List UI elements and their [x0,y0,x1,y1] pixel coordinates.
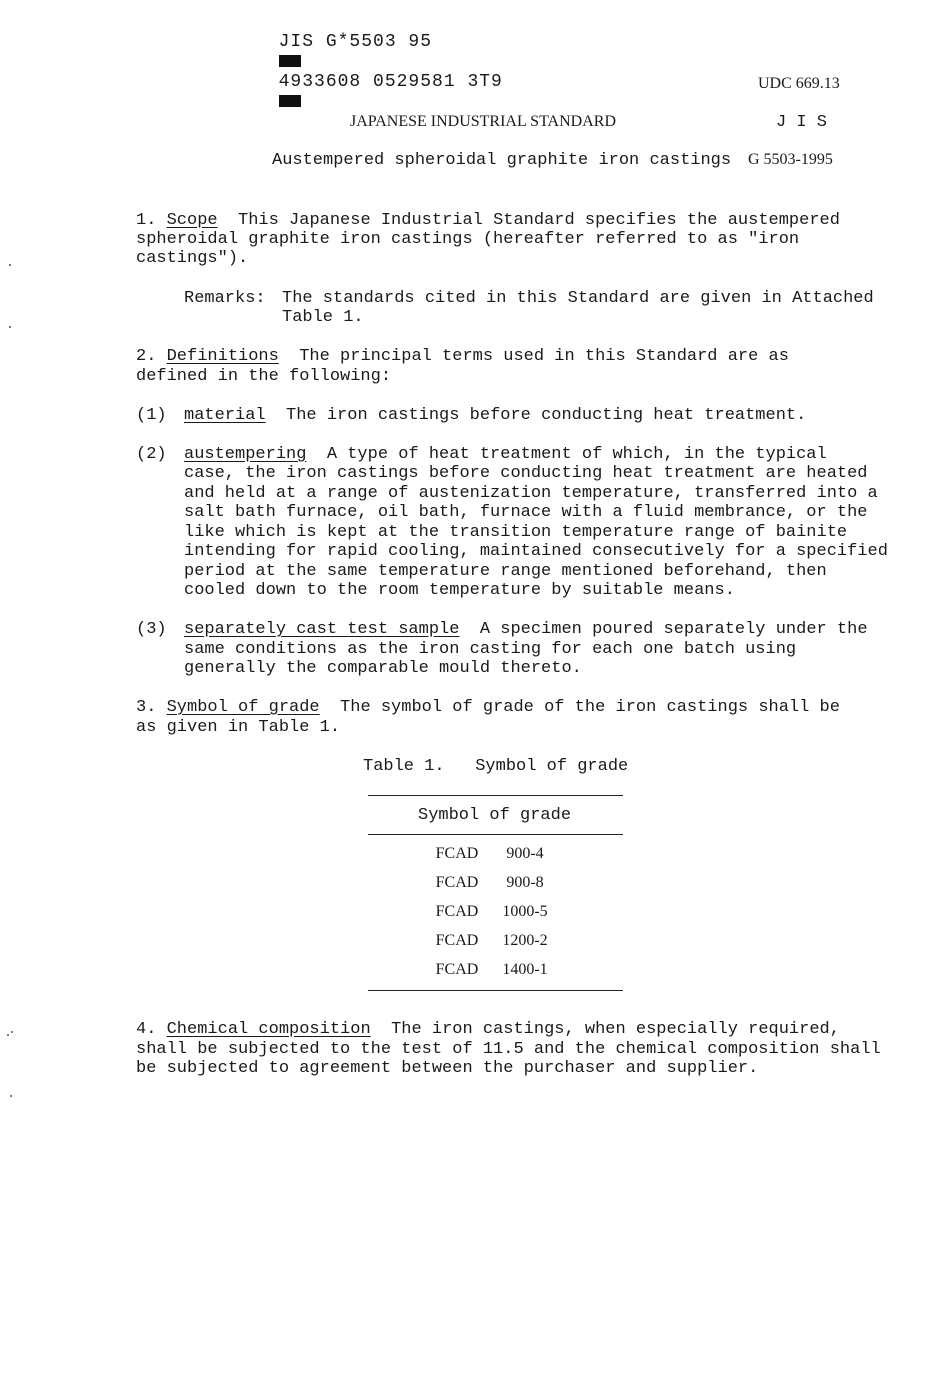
definition-number: (1) [136,406,167,425]
definition-text-line: and held at a range of austenization temperature, transferred into a [184,484,878,503]
table-bottom-rule [368,990,623,991]
grade-value: 1000-5 [502,903,548,920]
definition-text-line: same conditions as the iron casting for each one batch using [184,640,797,659]
definition-text-line: salt bath furnace, oil bath, furnace with a fluid membrance, or the [184,503,868,522]
definition-text-line: period at the same temperature range mentioned beforehand, then [184,562,827,581]
definitions-text: The principal terms used in this Standard are as [299,347,789,366]
remarks-text-line2: Table 1. [282,308,364,327]
section-heading-symbol-of-grade: Symbol of grade [166,698,320,717]
definition-text: A type of heat treatment of which, in the typical [326,445,827,464]
grade-code: FCAD [435,903,479,920]
definition-text-line: intending for rapid cooling, maintained consecutively for a specified [184,542,888,561]
symbol-text-line2: as given in Table 1. [136,718,341,737]
black-bar-mark [279,95,301,107]
udc-number: UDC 669.13 [758,75,840,92]
section-definitions-line1 [136,347,789,366]
grade-code: FCAD [435,874,479,891]
definition-austempering-line1 [184,445,827,464]
section-number: 4. [136,1020,157,1039]
definition-text-line: cooled down to the room temperature by suitable means. [184,581,735,600]
scan-speck [7,1034,9,1036]
table-caption: Table 1. Symbol of grade [363,757,629,776]
scan-speck [9,264,11,266]
definitions-text-line2: defined in the following: [136,367,392,386]
standard-label: JAPANESE INDUSTRIAL STANDARD [350,113,616,130]
table-header: Symbol of grade [418,806,572,825]
scope-text-line2: spheroidal graphite iron castings (hereafter referred to as "iron [136,230,800,249]
definition-text-line: like which is kept at the transition temperature range of bainite [184,523,848,542]
term-austempering: austempering [184,445,307,464]
document-code-header [255,12,503,112]
scope-text: This Japanese Industrial Standard specifies the austempered [238,211,840,230]
definition-text: The iron castings before conducting heat treatment. [286,406,807,425]
grade-value: 900-8 [506,874,544,891]
scope-text-line3: castings"). [136,249,249,268]
section-heading-scope: Scope [166,211,218,230]
chemical-text: The iron castings, when especially required, [391,1020,840,1039]
document-code-b: 4933608 0529581 3T9 [278,72,503,92]
definition-text-line: generally the comparable mould thereto. [184,659,582,678]
definition-number: (2) [136,445,167,464]
scan-speck [10,1095,12,1097]
chemical-text-line2: shall be subjected to the test of 11.5 and the chemical composition shall [136,1040,881,1059]
remarks-label: Remarks: [184,289,266,308]
section-heading-definitions: Definitions [166,347,279,366]
definition-text-line: case, the iron castings before conducting heat treatment are heated [184,464,868,483]
section-scope-line1 [136,211,840,230]
jis-mark: J I S [776,113,828,132]
black-bar-mark [279,55,301,67]
standard-number: G 5503-1995 [748,151,833,168]
section-number: 2. [136,347,157,366]
grade-code: FCAD [435,961,479,978]
grade-value: 1200-2 [502,932,548,949]
chemical-text-line3: be subjected to agreement between the purchaser and supplier. [136,1059,759,1078]
definition-text: A specimen poured separately under the [479,620,868,639]
term-material: material [184,406,266,425]
definition-material [184,406,806,425]
table-header-rule [368,834,623,835]
definition-test-sample-line1 [184,620,868,639]
scan-speck [9,326,11,328]
grade-value: 1400-1 [502,961,548,978]
section-chemical-line1 [136,1020,840,1039]
symbol-text: The symbol of grade of the iron castings shall be [340,698,840,717]
grade-code: FCAD [435,845,479,862]
table-top-rule [368,795,623,796]
grade-code: FCAD [435,932,479,949]
term-separately-cast-test-sample: separately cast test sample [184,620,460,639]
section-heading-chemical-composition: Chemical composition [166,1020,371,1039]
remarks-text-line1: The standards cited in this Standard are given in Attached [282,289,874,308]
section-number: 1. [136,211,157,230]
section-symbol-line1 [136,698,840,717]
scan-speck [11,1031,13,1033]
definition-number: (3) [136,620,167,639]
document-code-a: JIS G*5503 95 [278,32,433,52]
section-number: 3. [136,698,157,717]
document-title: Austempered spheroidal graphite iron castings [272,151,732,170]
grade-value: 900-4 [506,845,544,862]
